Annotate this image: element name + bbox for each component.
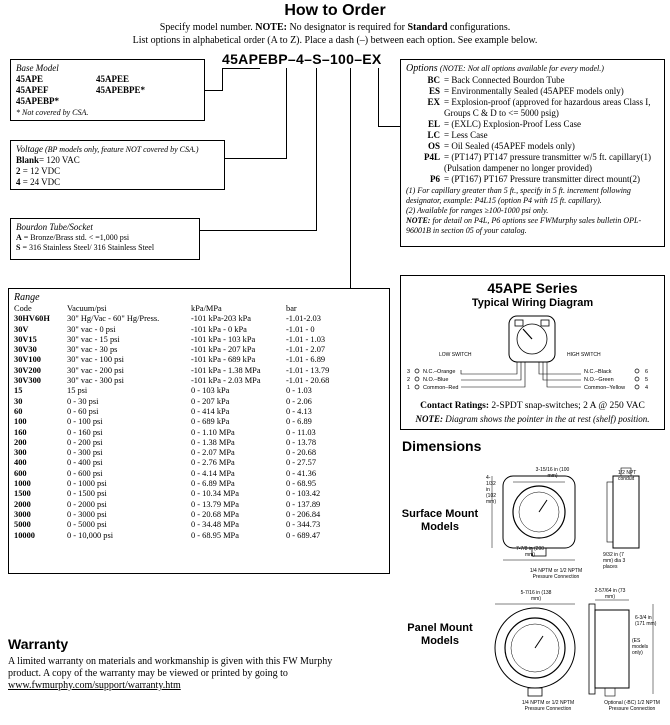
surface-holes: 9/32 in (7 mm) dia 3 places (603, 552, 626, 570)
range-row (14, 314, 329, 324)
range-row (14, 479, 329, 489)
range-vacuum: 0 - 3000 psi (67, 509, 107, 519)
connector-base-v (222, 68, 223, 91)
dimensions-heading: Dimensions (402, 438, 482, 454)
range-vacuum: 0 - 10,000 psi (67, 530, 114, 540)
range-bar: -1.01 - 2.07 (286, 345, 326, 355)
range-code: 200 (14, 437, 27, 447)
panel-bc-note: Optional (-BC) 1/2 NPTM Pressure Connection (604, 700, 660, 712)
terminal-label: Common–Red (423, 385, 459, 391)
base-model-option: 45APEBPE* (96, 85, 146, 95)
surface-height: 4-1/32 in (102 mm) (486, 475, 497, 505)
range-vacuum: 15 psi (67, 386, 88, 396)
range-code: 1500 (14, 489, 31, 499)
option-row (406, 97, 659, 119)
high-terminal-labels (584, 368, 625, 392)
option-row (406, 174, 659, 185)
range-table (14, 304, 329, 541)
panel-height: 6-3/4 in (171 mm) (635, 615, 657, 627)
option-code: EL (427, 119, 440, 129)
options-note: NOTE: for detail on P4L, P6 options see FWMurphy sales bulletin OPL-96001B in section 05 of your catalog. (406, 216, 642, 235)
surface-width: 7-7/8 in (200 mm) (515, 546, 545, 558)
bourdon-box (10, 218, 200, 260)
range-row (14, 448, 329, 458)
terminal-number: 6 (645, 369, 649, 375)
bourdon-heading: Bourdon Tube/Socket (16, 222, 93, 232)
panel-connection: 1/4 NPTM or 1/2 NPTM Pressure Connection (521, 700, 575, 712)
range-kpa: -101 kPa - 0 kPa (191, 324, 247, 334)
range-col-kpa: kPa/MPa (191, 304, 222, 313)
wiring-title: 45APE Series (487, 280, 578, 296)
terminal-label: N.O.–Blue (423, 377, 449, 383)
model-number-example (222, 51, 382, 67)
base-model-col-2 (96, 74, 145, 96)
option-desc: = (PT167) PT167 Pressure transmitter direct mount(2) (444, 174, 641, 184)
range-vacuum: 0 - 1500 psi (67, 489, 107, 499)
range-code: 100 (14, 417, 27, 427)
base-model-heading: Base Model (16, 63, 59, 73)
connector-socket-v (316, 68, 317, 230)
low-terminal-numbers (407, 368, 410, 392)
range-kpa: 0 - 1.10 MPa (191, 427, 235, 437)
low-terminal-labels (423, 368, 458, 392)
range-row (14, 417, 329, 427)
range-kpa: 0 - 34.48 MPa (191, 520, 239, 530)
range-row (14, 510, 329, 520)
options-box (400, 59, 665, 247)
option-code: EX (427, 97, 440, 107)
page-title: How to Order (284, 2, 386, 19)
range-row (14, 458, 329, 468)
model-part-voltage: 4 (296, 51, 305, 67)
range-vacuum: 0 - 1000 psi (67, 479, 107, 489)
range-kpa: 0 - 2.07 MPa (191, 448, 235, 458)
terminal-label: N.O.–Green (584, 377, 614, 383)
range-row (14, 386, 329, 396)
range-vacuum: 30" vac - 200 psi (67, 365, 124, 375)
terminal-number: 3 (407, 369, 411, 375)
model-part-range: 100 (329, 51, 355, 67)
base-model-option: 45APE (16, 74, 43, 84)
range-bar: 0 - 344.73 (286, 520, 321, 530)
high-terminal-numbers (645, 368, 648, 392)
connector-options-v (378, 68, 379, 126)
range-bar: 0 - 68.95 (286, 479, 317, 489)
terminal-label: Common–Yellow (584, 385, 626, 391)
option-desc: = Less Case (444, 130, 488, 140)
range-code: 1000 (14, 479, 31, 489)
range-row (14, 376, 329, 386)
range-bar: 0 - 137.89 (286, 499, 321, 509)
base-model-col-1 (16, 74, 59, 107)
range-vacuum: 0 - 600 psi (67, 468, 103, 478)
wiring-box (400, 275, 665, 430)
range-heading: Range (14, 292, 40, 303)
model-dash: – (287, 51, 297, 67)
range-bar: 0 - 11.03 (286, 427, 316, 437)
range-code: 30HV60H (14, 314, 50, 324)
range-kpa: 0 - 2.76 MPa (191, 458, 235, 468)
option-desc: = (PT147) PT147 pressure transmitter w/5 ft. capillary(1) (Pulsation dampener no longer provided) (444, 152, 652, 173)
base-model-option: 45APEE (96, 74, 130, 84)
warranty-text-2: product. A copy of the warranty may be viewed or printed by going to (8, 668, 288, 679)
range-row (14, 500, 329, 510)
range-code: 400 (14, 458, 27, 468)
range-col-bar: bar (286, 304, 297, 313)
range-kpa: -101 kPa - 689 kPa (191, 355, 256, 365)
range-vacuum: 0 - 400 psi (67, 458, 103, 468)
model-part-options: EX (362, 51, 382, 67)
range-kpa: -101 kPa - 103 kPa (191, 334, 256, 344)
range-kpa: -101 kPa-203 kPa (191, 314, 252, 324)
range-kpa: -101 kPa - 1.38 MPa (191, 365, 261, 375)
range-row (14, 355, 329, 365)
range-vacuum: 30" vac - 0 psi (67, 324, 116, 334)
range-col-vacuum: Vacuum/psi (67, 304, 107, 313)
range-bar: -1.01-2.03 (286, 314, 321, 324)
range-bar: 0 - 13.78 (286, 437, 317, 447)
range-bar: 0 - 6.89 (286, 417, 312, 427)
range-vacuum: 0 - 300 psi (67, 448, 103, 458)
range-vacuum: 30" Hg/Vac - 60" Hg/Press. (67, 314, 160, 324)
range-kpa: 0 - 689 kPa (191, 417, 230, 427)
terminal-number: 2 (407, 377, 411, 383)
range-code: 3000 (14, 509, 31, 519)
range-code: 600 (14, 468, 27, 478)
panel-width: 5-7/16 in (138 mm) (520, 590, 552, 602)
option-desc: = Back Connected Bourdon Tube (444, 75, 565, 85)
connector-base (222, 68, 260, 69)
range-kpa: 0 - 6.89 MPa (191, 479, 235, 489)
surface-connection: 1/4 NPTM or 1/2 NPTM Pressure Connection (529, 568, 583, 580)
option-desc: = Oil Sealed (45APEF models only) (444, 141, 575, 151)
range-code: 2000 (14, 499, 31, 509)
intro-line-1: Specify model number. NOTE: No designator is required for Standard configurations. (159, 22, 511, 33)
range-code: 30V200 (14, 365, 41, 375)
range-row (14, 345, 329, 355)
range-vacuum: 0 - 60 psi (67, 406, 99, 416)
range-bar: -1.01 - 6.89 (286, 355, 326, 365)
bourdon-item: A = Bronze/Brass std. < =1,000 psi (16, 233, 130, 242)
range-bar: 0 - 206.84 (286, 509, 321, 519)
range-vacuum: 0 - 30 psi (67, 396, 99, 406)
range-kpa: -101 kPa - 207 kPa (191, 345, 256, 355)
base-model-option: 45APEF (16, 85, 49, 95)
voltage-item: 4 = 24 VDC (16, 177, 61, 187)
range-vacuum: 0 - 2000 psi (67, 499, 107, 509)
range-kpa: 0 - 103 kPa (191, 386, 230, 396)
range-kpa: 0 - 13.79 MPa (191, 499, 239, 509)
range-code: 30 (14, 396, 23, 406)
option-desc: = (EXLC) Explosion-Proof Less Case (444, 119, 582, 129)
range-vacuum: 30" vac - 100 psi (67, 355, 124, 365)
connector-voltage-v (286, 68, 287, 158)
surface-mount-label: Surface Mount Models (401, 508, 479, 533)
panel-es-note: (ES models only) (632, 638, 649, 656)
voltage-heading-note: (BP models only, feature NOT covered by CSA.) (45, 145, 199, 154)
option-code: LC (427, 130, 440, 140)
option-row (406, 75, 659, 86)
range-row (14, 397, 329, 407)
option-row (406, 141, 659, 152)
range-row (14, 325, 329, 335)
wiring-note: NOTE: Diagram shows the pointer in the at rest (shelf) position. (415, 414, 650, 424)
model-dash: – (304, 51, 313, 67)
range-vacuum: 30" vac - 15 psi (67, 334, 120, 344)
range-row (14, 489, 329, 499)
low-switch-label: LOW SWITCH (439, 352, 472, 358)
terminal-label: N.C.–Black (584, 369, 612, 375)
option-code: P6 (430, 174, 440, 184)
high-switch-label: HIGH SWITCH (567, 352, 601, 358)
model-dash: – (321, 51, 330, 67)
range-code: 5000 (14, 520, 31, 530)
range-bar: -1.01 - 20.68 (286, 376, 330, 386)
range-row (14, 438, 329, 448)
range-bar: 0 - 1.03 (286, 386, 312, 396)
range-bar: 0 - 20.68 (286, 448, 317, 458)
model-part-base: 45APEBP (222, 51, 288, 67)
range-vacuum: 0 - 160 psi (67, 427, 103, 437)
range-bar: -1.01 - 0 (286, 324, 315, 334)
option-code: OS (427, 141, 440, 151)
range-code: 30V300 (14, 376, 41, 386)
range-code: 300 (14, 448, 27, 458)
wiring-subtitle: Typical Wiring Diagram (471, 297, 594, 309)
intro-line-2: List options in alphabetical order (A to Z). Place a dash (–) between each option. See example below. (132, 35, 538, 46)
range-vacuum: 0 - 5000 psi (67, 520, 107, 530)
range-bar: 0 - 2.06 (286, 396, 312, 406)
option-code: ES (428, 86, 440, 96)
warranty-link[interactable]: www.fwmurphy.com/support/warranty.htm (8, 680, 181, 691)
range-box (8, 288, 390, 574)
range-code: 30V15 (14, 334, 37, 344)
voltage-box (10, 140, 225, 190)
options-heading-note: (NOTE: Not all options available for every model.) (439, 64, 604, 73)
options-heading: Options (406, 63, 438, 74)
pointer (523, 329, 532, 339)
range-kpa: 0 - 1.38 MPa (191, 437, 235, 447)
option-code: BC (427, 75, 440, 85)
base-model-box (10, 59, 205, 121)
range-code: 160 (14, 427, 27, 437)
range-row (14, 531, 329, 541)
range-code: 15 (14, 386, 23, 396)
range-kpa: 0 - 414 kPa (191, 406, 230, 416)
connector-voltage-h (225, 158, 287, 159)
range-bar: 0 - 103.42 (286, 489, 321, 499)
connector-base-h (205, 90, 222, 91)
range-row (14, 366, 329, 376)
range-code: 30V100 (14, 355, 41, 365)
voltage-item: Blank= 120 VAC (16, 155, 80, 165)
connector-socket-h (200, 230, 317, 231)
range-bar: -1.01 - 13.79 (286, 365, 330, 375)
terminal-label: N.C.–Orange (423, 369, 456, 375)
high-contact (541, 320, 549, 326)
terminal-number: 1 (407, 385, 411, 391)
option-row (406, 130, 659, 141)
options-table (406, 75, 659, 185)
option-row (406, 152, 659, 174)
option-desc: = Environmentally Sealed (45APEF models only) (444, 86, 624, 96)
range-vacuum: 0 - 200 psi (67, 437, 103, 447)
warranty-heading: Warranty (8, 636, 69, 652)
surface-dial: 3-15/16 in (100 mm) (535, 467, 570, 479)
voltage-heading: Voltage (16, 144, 43, 154)
panel-depth: 2-57/64 in (73 mm) (594, 588, 626, 600)
surface-conduit: 1/2 NPT conduit (618, 470, 637, 482)
range-code: 30V30 (14, 345, 37, 355)
range-row (14, 428, 329, 438)
range-kpa: 0 - 20.68 MPa (191, 509, 239, 519)
low-contact (515, 320, 523, 326)
range-row (14, 469, 329, 479)
bourdon-item: S = 316 Stainless Steel/ 316 Stainless Steel (16, 243, 155, 252)
range-kpa: 0 - 4.14 MPa (191, 468, 235, 478)
option-desc: = Explosion-proof (approved for hazardous areas Class I, Groups C & D to <= 5000 psig) (444, 97, 651, 118)
range-code: 30V (14, 324, 29, 334)
terminal-number: 4 (645, 385, 649, 391)
range-bar: 0 - 4.13 (286, 406, 312, 416)
range-row (14, 407, 329, 417)
base-model-footnote: * Not covered by CSA. (16, 108, 89, 117)
options-footnote-2: (2) Available for ranges ≥100-1000 psi only. (406, 206, 549, 215)
range-row (14, 520, 329, 530)
connector-options-h (378, 126, 400, 127)
range-kpa: 0 - 207 kPa (191, 396, 230, 406)
contact-ratings: Contact Ratings: 2-SPDT snap-switches; 2 A @ 250 VAC (420, 401, 645, 411)
range-kpa: 0 - 68.95 MPa (191, 530, 239, 540)
range-bar: 0 - 41.36 (286, 468, 317, 478)
range-kpa: 0 - 10.34 MPa (191, 489, 239, 499)
range-vacuum: 30" vac - 30 ps (67, 345, 118, 355)
voltage-item: 2 = 12 VDC (16, 166, 61, 176)
panel-mount-label: Panel Mount Models (407, 622, 473, 647)
range-kpa: -101 kPa - 2.03 MPa (191, 376, 261, 386)
range-bar: -1.01 - 1.03 (286, 334, 326, 344)
model-dash: – (354, 51, 363, 67)
range-vacuum: 0 - 100 psi (67, 417, 103, 427)
range-code: 10000 (14, 530, 35, 540)
options-footnote-1: (1) For capillary greater than 5 ft., specify in 5 ft. increment following designator, example: P4L15 (option P4 with 15 ft. capillary). (406, 186, 631, 205)
range-row (14, 335, 329, 345)
range-code: 60 (14, 406, 23, 416)
warranty-text-1: A limited warranty on materials and workmanship is given with this FW Murphy (8, 656, 333, 667)
option-code: P4L (423, 152, 440, 162)
option-row (406, 119, 659, 130)
connector-range-v (350, 68, 351, 288)
option-row (406, 86, 659, 97)
range-bar: 0 - 27.57 (286, 458, 317, 468)
base-model-option: 45APEBP* (16, 96, 60, 106)
model-part-socket: S (312, 51, 322, 67)
range-col-code: Code (14, 304, 32, 313)
range-bar: 0 - 689.47 (286, 530, 321, 540)
terminal-number: 5 (645, 377, 649, 383)
range-vacuum: 30" vac - 300 psi (67, 376, 124, 386)
